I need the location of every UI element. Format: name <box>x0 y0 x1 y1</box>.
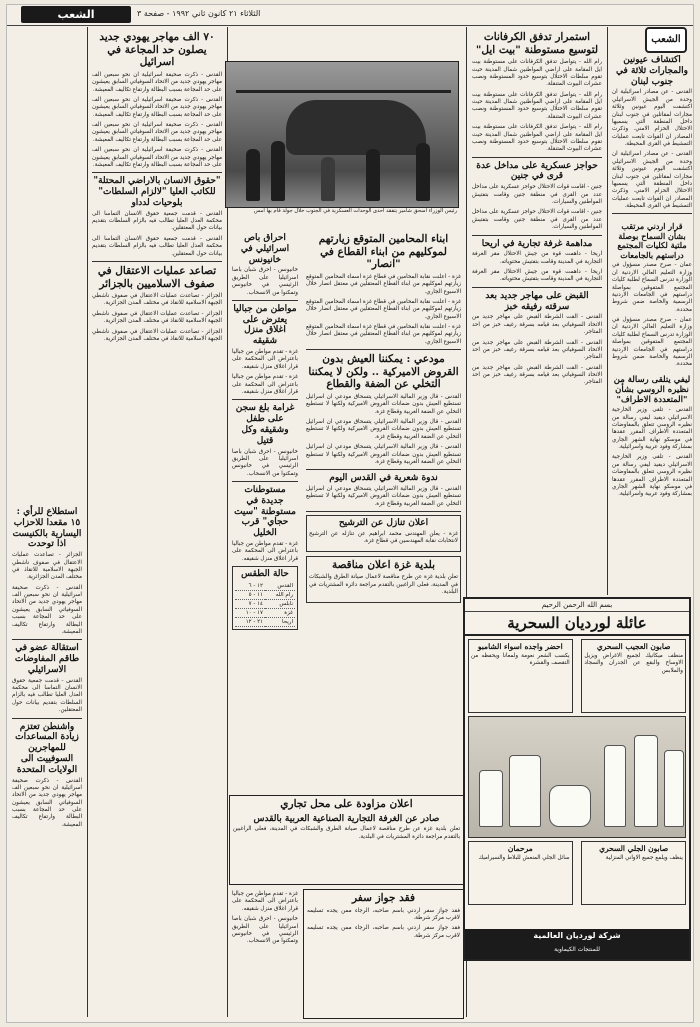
divider <box>472 235 602 236</box>
center-column <box>303 231 464 791</box>
tender-title: بلدية غزة اعلان مناقصة <box>331 558 436 571</box>
notice-box <box>306 515 461 552</box>
masthead-badge: الشعب <box>21 6 131 23</box>
center-left-column <box>229 231 301 791</box>
product-body: منظف ميكانيك لجميع الاغراض ويزيل الاوساخ والبقع عن الجدران والسجاد والملابس <box>584 653 683 674</box>
divider <box>92 261 222 262</box>
product-title: مرحمان <box>507 844 533 853</box>
article-body: غزة - تقدم مواطن من جباليا باعتراض الى المحكمة على قرار اغلاق منزل شقيقه. <box>232 891 298 912</box>
divider <box>12 639 82 640</box>
article-title: حواجز عسكرية على مداخل عدة قرى في جنين <box>476 160 598 182</box>
article-title: استقالة عضو في طاقم المفاوضات الاسرائيلي <box>14 643 80 675</box>
advert-cell <box>581 639 686 713</box>
article-body: عمان - صرح مصدر مسؤول في وزارة التعليم العالي الاردنية ان الوزارة تدرس السماح لطلبة كليات المجتمع المتفوقين بمواصلة دراستهم في الجامعات الاردنية الرسمية والخاصة ضمن شروط محددة. <box>612 262 692 313</box>
city-cell: نابلس <box>265 599 295 608</box>
lost-body: فقد جواز سفر اردني باسم صاحبه، الرجاء ممن يجده تسليمه لاقرب مركز شرطة. <box>307 907 460 921</box>
bottle-shape <box>634 735 658 827</box>
article-body: غزة - تقدم مواطن من جباليا باعتراض الى المحكمة على قرار اغلاق منزل شقيقه. <box>232 374 298 395</box>
tub-shape <box>549 785 591 827</box>
left-column <box>89 29 225 1019</box>
article-body: غزة - تقدم مواطن من جباليا باعتراض الى المحكمة على قرار اغلاق منزل شقيقه. <box>232 541 298 562</box>
lordian-advert <box>463 597 691 961</box>
right-column-lower <box>609 220 695 580</box>
article-title: احراق باص اسرائيلي في خانيونس <box>240 233 290 265</box>
temp-cell: ١٧ - ١٠ <box>235 608 265 617</box>
article-body: خانيونس - احرق شبان باصا اسرائيليا على الطريق الرئيسي في خانيونس وتمكنوا من الانسحاب. <box>232 916 298 945</box>
article-title: تصاعد عمليات الاعتقال في صفوف الاسلاميين بالجزائر <box>97 264 217 290</box>
article-body: القدس - ذكرت صحيفة اسرائيلية ان نحو سبعين الف مهاجر يهودي جديد من الاتحاد السوفياتي السابق يعيشون على حد المجاعة بسبب البطالة وارتفاع تكاليف المعيشة. <box>12 777 82 828</box>
lost-title: فقد جواز سفر <box>352 892 415 904</box>
company-name: شركة لورديان العالمية <box>533 931 621 940</box>
person-figure <box>246 149 260 201</box>
temp-cell: ١٤ - ٧ <box>235 599 265 608</box>
article-body: اريحا - داهمت قوة من جيش الاحتلال مقر الغرفة التجارية في المدينة وقامت بتفتيش محتوياته. <box>472 269 602 283</box>
article-body: القدس - ذكرت صحيفة اسرائيلية ان نحو سبعين الف مهاجر يهودي جديد من الاتحاد السوفياتي السابق يعيشون على حد المجاعة بسبب البطالة وارتفاع تكاليف المعيشة. <box>92 122 222 143</box>
advert-title: عائلة لورديان السحرية <box>465 612 689 636</box>
article-body: خانيونس - احرق شبان باصا اسرائيليا على الطريق الرئيسي في خانيونس وتمكنوا من الانسحاب. <box>232 448 298 477</box>
article-body: الجزائر - تصاعدت عمليات الاعتقال في صفوف ناشطي الجبهة الاسلامية للانقاذ في مختلف المدن الجزائرية. <box>12 552 82 581</box>
article-body: جنين - اقامت قوات الاحتلال حواجز عسكرية على مداخل عدد من القرى في منطقة جنين وقامت بتفتيش المواطنين والسيارات. <box>472 184 602 206</box>
article-body: القدس - ذكرت صحيفة اسرائيلية ان نحو سبعين الف مهاجر يهودي جديد من الاتحاد السوفياتي السابق يعيشون على حد المجاعة بسبب البطالة وارتفاع تكاليف المعيشة. <box>92 96 222 118</box>
city-cell: القدس <box>265 582 295 591</box>
article-body: الجزائر - تصاعدت عمليات الاعتقال في صفوف ناشطي الجبهة الاسلامية للانقاذ في مختلف المدن الجزائرية. <box>92 328 222 342</box>
auction-notice <box>229 795 464 885</box>
advert-grid <box>465 838 689 908</box>
table-row <box>235 617 295 626</box>
newspaper-logo: الشعب <box>645 27 687 53</box>
bottle-shape <box>509 755 541 827</box>
person-figure <box>416 143 430 201</box>
product-photo <box>468 716 686 838</box>
article-body: غزة - تقدم مواطن من جباليا باعتراض الى المحكمة على قرار اغلاق منزل شقيقه. <box>232 349 298 370</box>
article-body: رام الله - يتواصل تدفق الكرفانات على مستوطنة بيت ايل المقامة على اراضي المواطنين شمال المدينة حيث تقوم سلطات الاحتلال بتوسيع حدود المستوطنة ونصب عشرات البيوت المتنقلة. <box>472 91 602 120</box>
notice-body: غزة - يعلن المهندس محمد ابراهيم عن تنازله عن الترشيح لانتخابات نقابة المهندسين في قطاع غزة. <box>309 531 458 545</box>
weather-table <box>235 582 295 627</box>
table-row <box>235 608 295 617</box>
left-narrow-column <box>9 505 85 1017</box>
article-body: القدس - ذكرت صحيفة اسرائيلية ان نحو سبعين الف مهاجر يهودي جديد من الاتحاد السوفياتي السابق يعيشون على حد المجاعة بسبب البطالة وارتفاع تكاليف المعيشة. <box>12 584 82 635</box>
article-body: القدس - قال وزير المالية الاسرائيلي يتسحاق مودعي ان اسرائيل تستطيع العيش بدون ضمانات القروض الاميركية ولكنها لا تستطيع التخلي عن الضفة الغربية وقطاع غزة. <box>306 486 461 507</box>
product-body: يكسب الشعر نعومة ولمعانا ويحفظه من التقصف والقشرة <box>471 653 570 667</box>
table-row <box>235 599 295 608</box>
product-body: سائل الجلي المنعش للبلاط والسيراميك <box>478 855 570 861</box>
article-body: القدس - تلقى وزير الخارجية الاسرائيلي ديفيد ليفي رسالة من نظيره الروسي تتعلق بالمفاوضات المتعددة الاطراف المقرر عقدها في موسكو نهاية الشهر الجاري بمشاركة وفود عربية واسرائيلية. <box>612 454 692 498</box>
advert-grid <box>465 636 689 716</box>
tender-body: تعلن بلدية غزة عن طرح مناقصة لاعمال صيانة الطرق والشبكات في المدينة، فعلى الراغبين بالتقدم مراجعة دائرة المشتريات في البلدية. <box>309 574 458 596</box>
city-cell: غزة <box>265 608 295 617</box>
weather-title: حالة الطقس <box>241 569 289 580</box>
temp-cell: ١١ - ٥ <box>235 590 265 599</box>
article-body: القدس - قدمت جمعية حقوق الانسان التماسا الى محكمة العدل العليا تطالب فيه بالزام السلطات بتقديم بيانات حول المعتقلين. <box>92 235 222 257</box>
product-title: احضر واجده اسواء الشامبو <box>477 642 563 651</box>
auction-subtitle: صادر عن الغرفة التجارية الصناعية العربية بالقدس <box>253 813 440 824</box>
article-title: استطلاع للرأي : ١٥ مقعدا للاحزاب اليسارية بالكنيست اذا توحدت <box>12 507 82 550</box>
divider <box>472 157 602 158</box>
date-line: الثلاثاء ٢١ كانون ثاني ١٩٩٢ - صفحة ٣ <box>137 9 261 18</box>
table-row <box>235 590 295 599</box>
advert-footer <box>465 929 689 959</box>
article-body: غزة - اعلنت نقابة المحامين في قطاع غزة اسماء المحامين المتوقع زيارتهم لموكليهم من ابناء القطاع المعتقلين في معتقل انصار خلال الاسبوع الجاري. <box>306 273 461 295</box>
news-photo <box>225 61 459 208</box>
article-body: غزة - اعلنت نقابة المحامين في قطاع غزة اسماء المحامين المتوقع زيارتهم لموكليهم من ابناء القطاع المعتقلين في معتقل انصار خلال الاسبوع الجاري. <box>306 298 461 320</box>
table-row <box>235 582 295 591</box>
city-cell: اريحا <box>265 617 295 626</box>
helicopter-shape <box>286 100 426 155</box>
divider <box>232 399 298 400</box>
bottle-shape <box>479 770 503 827</box>
notice-title: اعلان تنازل عن الترشيح <box>338 518 429 529</box>
article-title: ابناء المحامين المتوقع زيارتهم لموكليهم من ابناء القطاع في "انصار" <box>318 233 449 271</box>
article-title: ندوة شعرية في القدس اليوم <box>329 473 438 484</box>
article-title: واشنطن تعتزم زيادة المساعدات للمهاجرين السوفييت الى الولايات المتحدة <box>15 721 79 775</box>
column-rule <box>87 27 88 1017</box>
article-body: القدس - تلقى وزير الخارجية الاسرائيلي ديفيد ليفي رسالة من نظيره الروسي تتعلق بالمفاوضات المتعددة الاطراف المقرر عقدها في موسكو نهاية الشهر الجاري بمشاركة وفود عربية واسرائيلية. <box>612 407 692 451</box>
person-figure <box>321 157 335 201</box>
advert-top-line: بسم الله الرحمن الرحيم <box>465 599 689 612</box>
divider <box>232 300 298 301</box>
article-title: ليفي يتلقى رسالة من نظيره الروسي بشأن "المتعددة الاطراف" <box>613 374 691 405</box>
article-body: القدس - ذكرت صحيفة اسرائيلية ان نحو سبعين الف مهاجر يهودي جديد من الاتحاد السوفياتي السابق يعيشون على حد المجاعة بسبب البطالة وارتفاع تكاليف المعيشة. <box>92 71 222 93</box>
product-title: صابون العجيب السحري <box>596 642 671 651</box>
weather-box <box>232 566 298 630</box>
person-figure <box>366 149 380 201</box>
lost-body: فقد جواز سفر اردني باسم صاحبه، الرجاء ممن يجده تسليمه لاقرب مركز شرطة. <box>307 925 460 939</box>
article-title: غرامة بلغ سجن على طفل وشقيقه وكل قتيل <box>235 403 295 446</box>
article-body: القدس - القت الشرطة القبض على مهاجر جديد من الاتحاد السوفياتي بعد قيامه بسرقة رغيف خبز من احد المتاجر. <box>472 364 602 386</box>
article-body: القدس - ذكرت صحيفة اسرائيلية ان نحو سبعين الف مهاجر يهودي جديد من الاتحاد السوفياتي السابق يعيشون على حد المجاعة بسبب البطالة وارتفاع تكاليف المعيشة. <box>92 147 222 168</box>
article-title: استمرار تدفق الكرفانات لتوسيع مستوطنة "بيت ايل" <box>475 31 599 56</box>
article-body: القدس - قدمت جمعية حقوق الانسان التماسا الى محكمة العدل العليا تطالب فيه بالزام السلطات بتقديم بيانات حول المعتقلين. <box>12 677 82 714</box>
second-right-column <box>469 29 605 595</box>
article-body: رام الله - يتواصل تدفق الكرفانات على مستوطنة بيت ايل المقامة على اراضي المواطنين شمال المدينة حيث تقوم سلطات الاحتلال بتوسيع حدود المستوطنة ونصب عشرات البيوت المتنقلة. <box>472 59 602 88</box>
company-subtitle: للمنتجات الكيماوية <box>554 946 600 953</box>
product-body: ينظف ويلمع جميع الاواني المنزلية <box>605 855 683 861</box>
bottle-shape <box>604 745 626 827</box>
tender-box <box>306 556 461 603</box>
advert-cell <box>581 841 686 905</box>
divider <box>92 172 222 173</box>
divider <box>12 718 82 719</box>
article-body: عمان - صرح مصدر مسؤول في وزارة التعليم العالي الاردنية ان الوزارة تدرس السماح لطلبة كليات المجتمع المتفوقين بمواصلة دراستهم في الجامعات الاردنية الرسمية والخاصة ضمن شروط محددة. <box>612 317 692 368</box>
article-body: خانيونس - احرق شبان باصا اسرائيليا على الطريق الرئيسي في خانيونس وتمكنوا من الانسحاب. <box>232 267 298 296</box>
article-body: القدس - القت الشرطة القبض على مهاجر جديد من الاتحاد السوفياتي بعد قيامه بسرقة رغيف خبز من احد المتاجر. <box>472 339 602 361</box>
article-body: القدس - القت الشرطة القبض على مهاجر جديد من الاتحاد السوفياتي بعد قيامه بسرقة رغيف خبز من احد المتاجر. <box>472 314 602 336</box>
lost-passport-notice <box>303 889 464 1019</box>
divider <box>472 287 602 288</box>
article-body: القدس - عن مصادر اسرائيلية ان وحدة من الجيش الاسرائيلي اكتشفت اليوم عيونين وثلاثة مجارات لمقاتلين في جنوب لبنان داخل المنطقة التي يسميها الاحتلال الحزام الامني. وذكرت المصادر ان القوات تابعت عمليات التمشيط في القرى المحيطة. <box>612 89 692 148</box>
temp-cell: ٢١ - ١٢ <box>235 617 265 626</box>
divider <box>306 469 461 470</box>
article-title: مودعي : يمكننا العيش بدون القروض الاميركية .. ولكن لا يمكننا التخلي عن الضفة والقطاع <box>308 353 459 391</box>
helicopter-rotor <box>236 90 451 93</box>
product-title: صابون الجلي السحري <box>599 844 669 853</box>
article-body: القدس - قال وزير المالية الاسرائيلي يتسحاق مودعي ان اسرائيل تستطيع العيش بدون ضمانات القروض الاميركية ولكنها لا تستطيع التخلي عن الضفة الغربية وقطاع غزة. <box>306 419 461 440</box>
advert-cell <box>468 841 573 905</box>
article-body: القدس - عن مصادر اسرائيلية ان وحدة من الجيش الاسرائيلي اكتشفت اليوم عيونين وثلاثة مجارات لمقاتلين في جنوب لبنان داخل المنطقة التي يسميها الاحتلال الحزام الامني. وذكرت المصادر ان القوات تابعت عمليات التمشيط في القرى المحيطة. <box>612 151 692 210</box>
city-cell: رام الله <box>265 590 295 599</box>
article-body: رام الله - يتواصل تدفق الكرفانات على مستوطنة بيت ايل المقامة على اراضي المواطنين شمال المدينة حيث تقوم سلطات الاحتلال بتوسيع حدود المستوطنة ونصب عشرات البيوت المتنقلة. <box>472 124 602 153</box>
article-title: ٧٠ الف مهاجر يهودي جديد يصلون حد المجاعة في اسرائيل <box>99 31 215 69</box>
newspaper-page <box>6 4 694 1023</box>
article-title: مواطن من جباليا يعترض على اغلاق منزل شقيقه <box>233 303 297 347</box>
article-title: مستوطنات جديدة في مستوطنة "سيت حجاي" قرب الخليل <box>234 485 296 539</box>
article-body: القدس - قدمت جمعية حقوق الانسان التماسا الى محكمة العدل العليا تطالب فيه بالزام السلطات بتقديم بيانات حول المعتقلين. <box>92 210 222 232</box>
top-bar <box>7 5 693 26</box>
auction-body: تعلن بلدية غزة عن طرح مناقصة لاعمال صيانة الطرق والشبكات في المدينة، فعلى الراغبين بالتقدم مراجعة دائرة المشتريات في البلدية. <box>233 826 460 840</box>
article-body: غزة - اعلنت نقابة المحامين في قطاع غزة اسماء المحامين المتوقع زيارتهم لموكليهم من ابناء القطاع المعتقلين في معتقل انصار خلال الاسبوع الجاري. <box>306 324 461 345</box>
advert-cell <box>468 639 573 713</box>
article-body: جنين - اقامت قوات الاحتلال حواجز عسكرية على مداخل عدد من القرى في منطقة جنين وقامت بتفتيش المواطنين والسيارات. <box>472 209 602 231</box>
auction-title: اعلان مزاودة على محل تجاري <box>280 798 413 810</box>
article-title: اكتشاف عيونين والمجارات ثلاثة في جنوب لبنان <box>616 55 688 87</box>
bottom-filler-column <box>229 889 301 1019</box>
article-title: مداهمة غرفة تجارية في اريحا <box>481 238 593 249</box>
temp-cell: ١٢ - ٦ <box>235 582 265 591</box>
article-body: الجزائر - تصاعدت عمليات الاعتقال في صفوف ناشطي الجبهة الاسلامية للانقاذ في مختلف المدن الجزائرية. <box>92 310 222 325</box>
article-title: قرار اردني مرتقب بشأن السماح بوصلة ملتية لكليات المجتمع دراستهم بالجامعات <box>617 221 687 260</box>
article-title: القبض على مهاجر جديد بعد سرقته رفيقه خبز <box>485 290 589 312</box>
person-figure <box>271 141 285 201</box>
article-body: القدس - قال وزير المالية الاسرائيلي يتسحاق مودعي ان اسرائيل تستطيع العيش بدون ضمانات القروض الاميركية ولكنها لا تستطيع التخلي عن الضفة الغربية وقطاع غزة. <box>306 393 461 415</box>
photo-caption: رئيس الوزراء اسحق شامير يتفقد احدى الوحدات العسكرية في الجنوب خلال جولة قام بها امس <box>253 208 457 214</box>
divider <box>232 481 298 482</box>
article-title: "حقوق الانسان بالاراضي المحتلة" للكاتب العليا "لالزام السلطات" بلوحيات لدداو <box>93 176 221 208</box>
divider <box>306 511 461 512</box>
article-body: القدس - قال وزير المالية الاسرائيلي يتسحاق مودعي ان اسرائيل تستطيع العيش بدون ضمانات القروض الاميركية ولكنها لا تستطيع التخلي عن الضفة الغربية وقطاع غزة. <box>306 444 461 465</box>
divider <box>306 349 461 350</box>
article-body: الجزائر - تصاعدت عمليات الاعتقال في صفوف ناشطي الجبهة الاسلامية للانقاذ في مختلف المدن الجزائرية. <box>92 293 222 307</box>
bottle-shape <box>664 750 684 827</box>
article-body: اريحا - داهمت قوة من جيش الاحتلال مقر الغرفة التجارية في المدينة وقامت بتفتيش محتوياته. <box>472 251 602 265</box>
